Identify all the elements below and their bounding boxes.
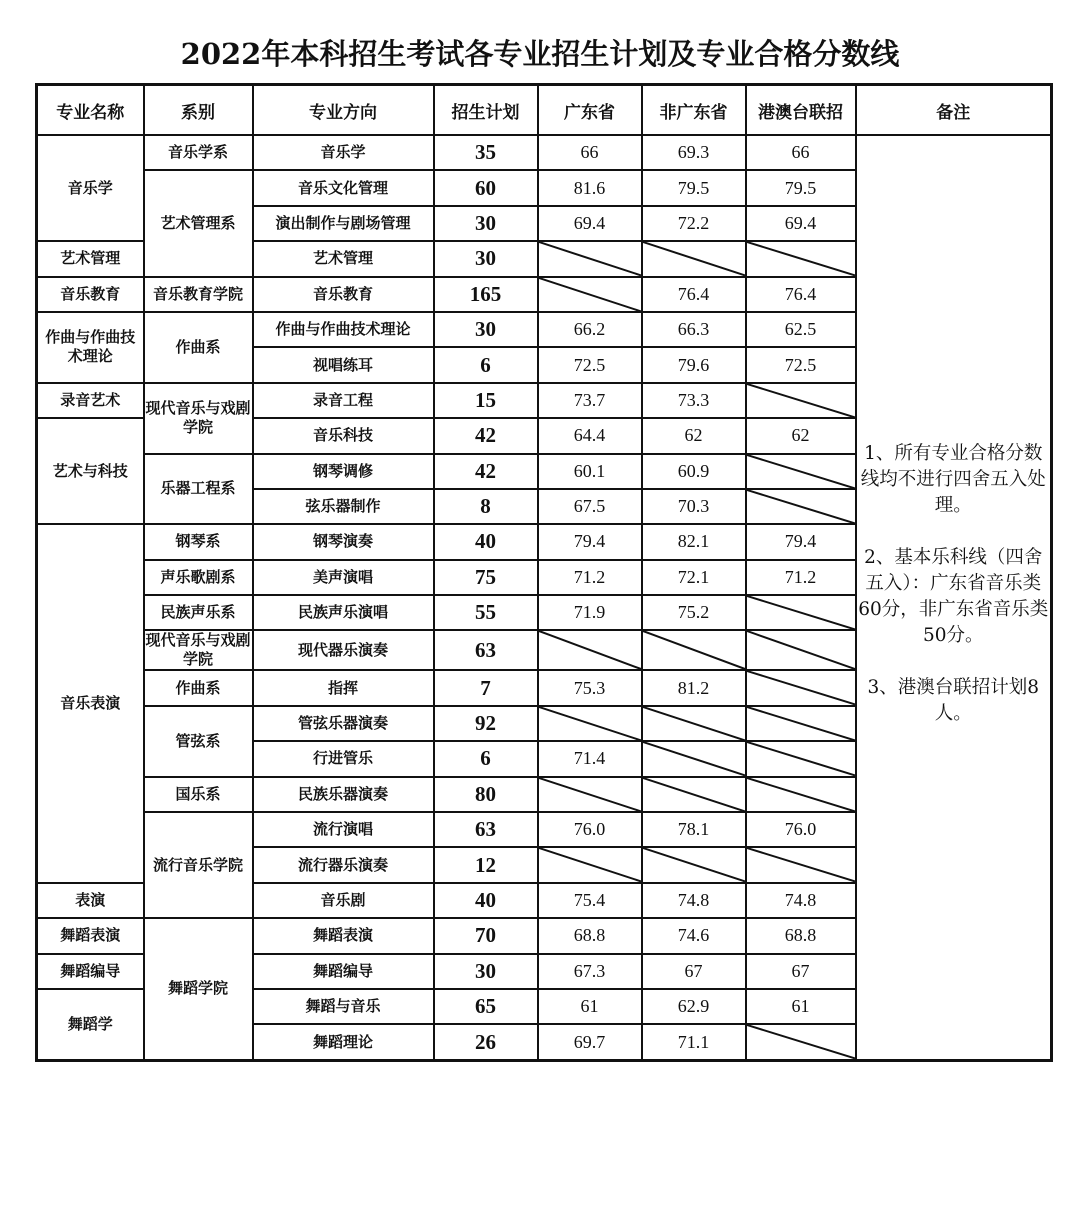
- guangdong-score-cell-na: [538, 777, 642, 812]
- guangdong-score-cell-na: [538, 630, 642, 670]
- plan-cell: 63: [434, 812, 538, 847]
- hmt-score-cell: 74.8: [746, 883, 856, 918]
- plan-cell: 42: [434, 418, 538, 453]
- table-row: [37, 135, 1052, 170]
- hmt-score-cell-na: [746, 847, 856, 882]
- non-guangdong-score-cell: 67: [642, 954, 746, 989]
- plan-cell: 12: [434, 847, 538, 882]
- guangdong-score-cell: 61: [538, 989, 642, 1024]
- direction-cell: 管弦乐器演奏: [253, 706, 434, 741]
- plan-cell: 165: [434, 277, 538, 312]
- non-guangdong-score-cell-na: [642, 847, 746, 882]
- hmt-score-cell: 67: [746, 954, 856, 989]
- guangdong-score-cell: 79.4: [538, 524, 642, 559]
- diagonal-slash-icon: [747, 778, 855, 811]
- header-row: [37, 85, 1052, 136]
- direction-cell: 钢琴演奏: [253, 524, 434, 559]
- direction-cell: 指挥: [253, 670, 434, 705]
- guangdong-score-cell: 68.8: [538, 918, 642, 953]
- guangdong-score-cell-na: [538, 706, 642, 741]
- direction-cell: 流行器乐演奏: [253, 847, 434, 882]
- non-guangdong-score-cell: 78.1: [642, 812, 746, 847]
- diagonal-slash-icon: [539, 778, 641, 811]
- hmt-score-cell-na: [746, 454, 856, 489]
- department-cell: 音乐学系: [144, 135, 253, 170]
- diagonal-slash-icon: [747, 490, 855, 523]
- direction-cell: 音乐文化管理: [253, 170, 434, 205]
- diagonal-slash-icon: [747, 671, 855, 704]
- hmt-score-cell: 62: [746, 418, 856, 453]
- direction-cell: 音乐科技: [253, 418, 434, 453]
- guangdong-score-cell: 71.2: [538, 560, 642, 595]
- direction-cell: 弦乐器制作: [253, 489, 434, 524]
- diagonal-slash-icon: [539, 707, 641, 740]
- major-cell: 舞蹈表演: [37, 918, 144, 953]
- non-guangdong-score-cell-na: [642, 777, 746, 812]
- non-guangdong-score-cell-na: [642, 630, 746, 670]
- non-guangdong-score-cell: 74.6: [642, 918, 746, 953]
- admission-table: [35, 83, 1053, 1062]
- guangdong-score-cell: 72.5: [538, 347, 642, 382]
- notes-cell: [856, 135, 1052, 1060]
- diagonal-slash-icon: [747, 1025, 855, 1058]
- direction-cell: 作曲与作曲技术理论: [253, 312, 434, 347]
- department-cell: 国乐系: [144, 777, 253, 812]
- non-guangdong-score-cell: 79.5: [642, 170, 746, 205]
- major-cell: 艺术管理: [37, 241, 144, 276]
- hmt-score-cell-na: [746, 383, 856, 418]
- guangdong-score-cell: 66: [538, 135, 642, 170]
- diagonal-slash-icon: [747, 455, 855, 488]
- non-guangdong-score-cell: 82.1: [642, 524, 746, 559]
- non-guangdong-score-cell-na: [642, 241, 746, 276]
- hmt-score-cell: 79.5: [746, 170, 856, 205]
- non-guangdong-score-cell: 69.3: [642, 135, 746, 170]
- guangdong-score-cell-na: [538, 847, 642, 882]
- hmt-score-cell: 66: [746, 135, 856, 170]
- non-guangdong-score-cell-na: [642, 706, 746, 741]
- hmt-score-cell-na: [746, 670, 856, 705]
- header-major: 专业名称: [37, 85, 144, 136]
- non-guangdong-score-cell: 72.1: [642, 560, 746, 595]
- plan-cell: 30: [434, 312, 538, 347]
- non-guangdong-score-cell: 70.3: [642, 489, 746, 524]
- non-guangdong-score-cell: 71.1: [642, 1024, 746, 1060]
- diagonal-slash-icon: [539, 242, 641, 275]
- non-guangdong-score-cell: 76.4: [642, 277, 746, 312]
- plan-cell: 30: [434, 206, 538, 241]
- major-cell: 艺术与科技: [37, 418, 144, 524]
- plan-cell: 63: [434, 630, 538, 670]
- department-cell: 管弦系: [144, 706, 253, 777]
- diagonal-slash-icon: [643, 778, 745, 811]
- guangdong-score-cell: 67.3: [538, 954, 642, 989]
- major-cell: 表演: [37, 883, 144, 918]
- department-cell: 民族声乐系: [144, 595, 253, 630]
- hmt-score-cell-na: [746, 489, 856, 524]
- diagonal-slash-icon: [747, 596, 855, 629]
- header-direction: 专业方向: [253, 85, 434, 136]
- department-cell: 钢琴系: [144, 524, 253, 559]
- guangdong-score-cell-na: [538, 277, 642, 312]
- direction-cell: 舞蹈表演: [253, 918, 434, 953]
- direction-cell: 美声演唱: [253, 560, 434, 595]
- note-item: 1、所有专业合格分数线均不进行四舍五入处理。: [860, 443, 1046, 517]
- diagonal-slash-icon: [643, 631, 745, 669]
- non-guangdong-score-cell: 62.9: [642, 989, 746, 1024]
- direction-cell: 舞蹈理论: [253, 1024, 434, 1060]
- guangdong-score-cell: 81.6: [538, 170, 642, 205]
- plan-cell: 35: [434, 135, 538, 170]
- hmt-score-cell-na: [746, 595, 856, 630]
- hmt-score-cell-na: [746, 741, 856, 776]
- plan-cell: 70: [434, 918, 538, 953]
- department-cell: 艺术管理系: [144, 170, 253, 276]
- non-guangdong-score-cell: 72.2: [642, 206, 746, 241]
- department-cell: 舞蹈学院: [144, 918, 253, 1060]
- non-guangdong-score-cell: 79.6: [642, 347, 746, 382]
- note-item: 2、基本乐科线（四舍五入）：广东省音乐类60分，非广东省音乐类50分。: [858, 547, 1049, 647]
- plan-cell: 42: [434, 454, 538, 489]
- note-item: 3、港澳台联招计划8人。: [867, 677, 1040, 725]
- direction-cell: 演出制作与剧场管理: [253, 206, 434, 241]
- diagonal-slash-icon: [643, 242, 745, 275]
- hmt-score-cell: 69.4: [746, 206, 856, 241]
- non-guangdong-score-cell: 66.3: [642, 312, 746, 347]
- department-cell: 声乐歌剧系: [144, 560, 253, 595]
- guangdong-score-cell: 69.7: [538, 1024, 642, 1060]
- diagonal-slash-icon: [747, 384, 855, 417]
- hmt-score-cell: 76.4: [746, 277, 856, 312]
- header-department: 系别: [144, 85, 253, 136]
- direction-cell: 艺术管理: [253, 241, 434, 276]
- plan-cell: 40: [434, 524, 538, 559]
- header-plan: 招生计划: [434, 85, 538, 136]
- department-cell: 现代音乐与戏剧学院: [144, 383, 253, 454]
- department-cell: 乐器工程系: [144, 454, 253, 525]
- guangdong-score-cell: 67.5: [538, 489, 642, 524]
- plan-cell: 30: [434, 954, 538, 989]
- hmt-score-cell-na: [746, 777, 856, 812]
- major-cell: 音乐学: [37, 135, 144, 241]
- diagonal-slash-icon: [643, 742, 745, 775]
- direction-cell: 流行演唱: [253, 812, 434, 847]
- hmt-score-cell: 68.8: [746, 918, 856, 953]
- table-body: [37, 135, 1052, 1060]
- guangdong-score-cell: 71.4: [538, 741, 642, 776]
- plan-cell: 92: [434, 706, 538, 741]
- non-guangdong-score-cell: 73.3: [642, 383, 746, 418]
- major-cell: 音乐教育: [37, 277, 144, 312]
- guangdong-score-cell: 69.4: [538, 206, 642, 241]
- non-guangdong-score-cell: 74.8: [642, 883, 746, 918]
- diagonal-slash-icon: [643, 707, 745, 740]
- major-cell: 音乐表演: [37, 524, 144, 883]
- hmt-score-cell-na: [746, 1024, 856, 1060]
- diagonal-slash-icon: [539, 631, 641, 669]
- hmt-score-cell-na: [746, 706, 856, 741]
- department-cell: 作曲系: [144, 670, 253, 705]
- plan-cell: 80: [434, 777, 538, 812]
- guangdong-score-cell: 66.2: [538, 312, 642, 347]
- guangdong-score-cell: 73.7: [538, 383, 642, 418]
- direction-cell: 音乐教育: [253, 277, 434, 312]
- guangdong-score-cell: 64.4: [538, 418, 642, 453]
- plan-cell: 6: [434, 347, 538, 382]
- hmt-score-cell: 76.0: [746, 812, 856, 847]
- major-cell: 录音艺术: [37, 383, 144, 418]
- direction-cell: 音乐学: [253, 135, 434, 170]
- plan-cell: 40: [434, 883, 538, 918]
- guangdong-score-cell: 76.0: [538, 812, 642, 847]
- plan-cell: 60: [434, 170, 538, 205]
- diagonal-slash-icon: [643, 848, 745, 881]
- hmt-score-cell: 71.2: [746, 560, 856, 595]
- major-cell: 舞蹈学: [37, 989, 144, 1060]
- non-guangdong-score-cell: 81.2: [642, 670, 746, 705]
- guangdong-score-cell: 71.9: [538, 595, 642, 630]
- department-cell: 作曲系: [144, 312, 253, 383]
- plan-cell: 15: [434, 383, 538, 418]
- direction-cell: 现代器乐演奏: [253, 630, 434, 670]
- non-guangdong-score-cell: 62: [642, 418, 746, 453]
- direction-cell: 钢琴调修: [253, 454, 434, 489]
- hmt-score-cell: 62.5: [746, 312, 856, 347]
- department-cell: 流行音乐学院: [144, 812, 253, 918]
- department-cell: 现代音乐与戏剧学院: [145, 631, 251, 669]
- header-guangdong: 广东省: [538, 85, 642, 136]
- non-guangdong-score-cell: 75.2: [642, 595, 746, 630]
- hmt-score-cell-na: [746, 241, 856, 276]
- diagonal-slash-icon: [747, 707, 855, 740]
- plan-cell: 65: [434, 989, 538, 1024]
- page-title: 2022年本科招生考试各专业招生计划及专业合格分数线: [180, 37, 900, 71]
- direction-cell: 舞蹈编导: [253, 954, 434, 989]
- hmt-score-cell: 72.5: [746, 347, 856, 382]
- plan-cell: 7: [434, 670, 538, 705]
- plan-cell: 75: [434, 560, 538, 595]
- plan-cell: 26: [434, 1024, 538, 1060]
- guangdong-score-cell: 75.3: [538, 670, 642, 705]
- plan-cell: 55: [434, 595, 538, 630]
- direction-cell: 视唱练耳: [253, 347, 434, 382]
- header-notes: 备注: [856, 85, 1052, 136]
- non-guangdong-score-cell: 60.9: [642, 454, 746, 489]
- guangdong-score-cell-na: [538, 241, 642, 276]
- plan-cell: 6: [434, 741, 538, 776]
- department-cell: 音乐教育学院: [144, 277, 253, 312]
- diagonal-slash-icon: [747, 631, 855, 669]
- diagonal-slash-icon: [539, 278, 641, 311]
- diagonal-slash-icon: [747, 742, 855, 775]
- hmt-score-cell: 79.4: [746, 524, 856, 559]
- direction-cell: 录音工程: [253, 383, 434, 418]
- hmt-score-cell-na: [746, 630, 856, 670]
- major-cell: 舞蹈编导: [37, 954, 144, 989]
- header-non-guangdong: 非广东省: [642, 85, 746, 136]
- direction-cell: 舞蹈与音乐: [253, 989, 434, 1024]
- direction-cell: 民族乐器演奏: [253, 777, 434, 812]
- diagonal-slash-icon: [747, 848, 855, 881]
- plan-cell: 30: [434, 241, 538, 276]
- direction-cell: 民族声乐演唱: [253, 595, 434, 630]
- diagonal-slash-icon: [539, 848, 641, 881]
- guangdong-score-cell: 60.1: [538, 454, 642, 489]
- non-guangdong-score-cell-na: [642, 741, 746, 776]
- plan-cell: 8: [434, 489, 538, 524]
- diagonal-slash-icon: [747, 242, 855, 275]
- header-hmt: 港澳台联招: [746, 85, 856, 136]
- direction-cell: 音乐剧: [253, 883, 434, 918]
- major-cell: 作曲与作曲技术理论: [37, 312, 144, 383]
- direction-cell: 行进管乐: [253, 741, 434, 776]
- guangdong-score-cell: 75.4: [538, 883, 642, 918]
- hmt-score-cell: 61: [746, 989, 856, 1024]
